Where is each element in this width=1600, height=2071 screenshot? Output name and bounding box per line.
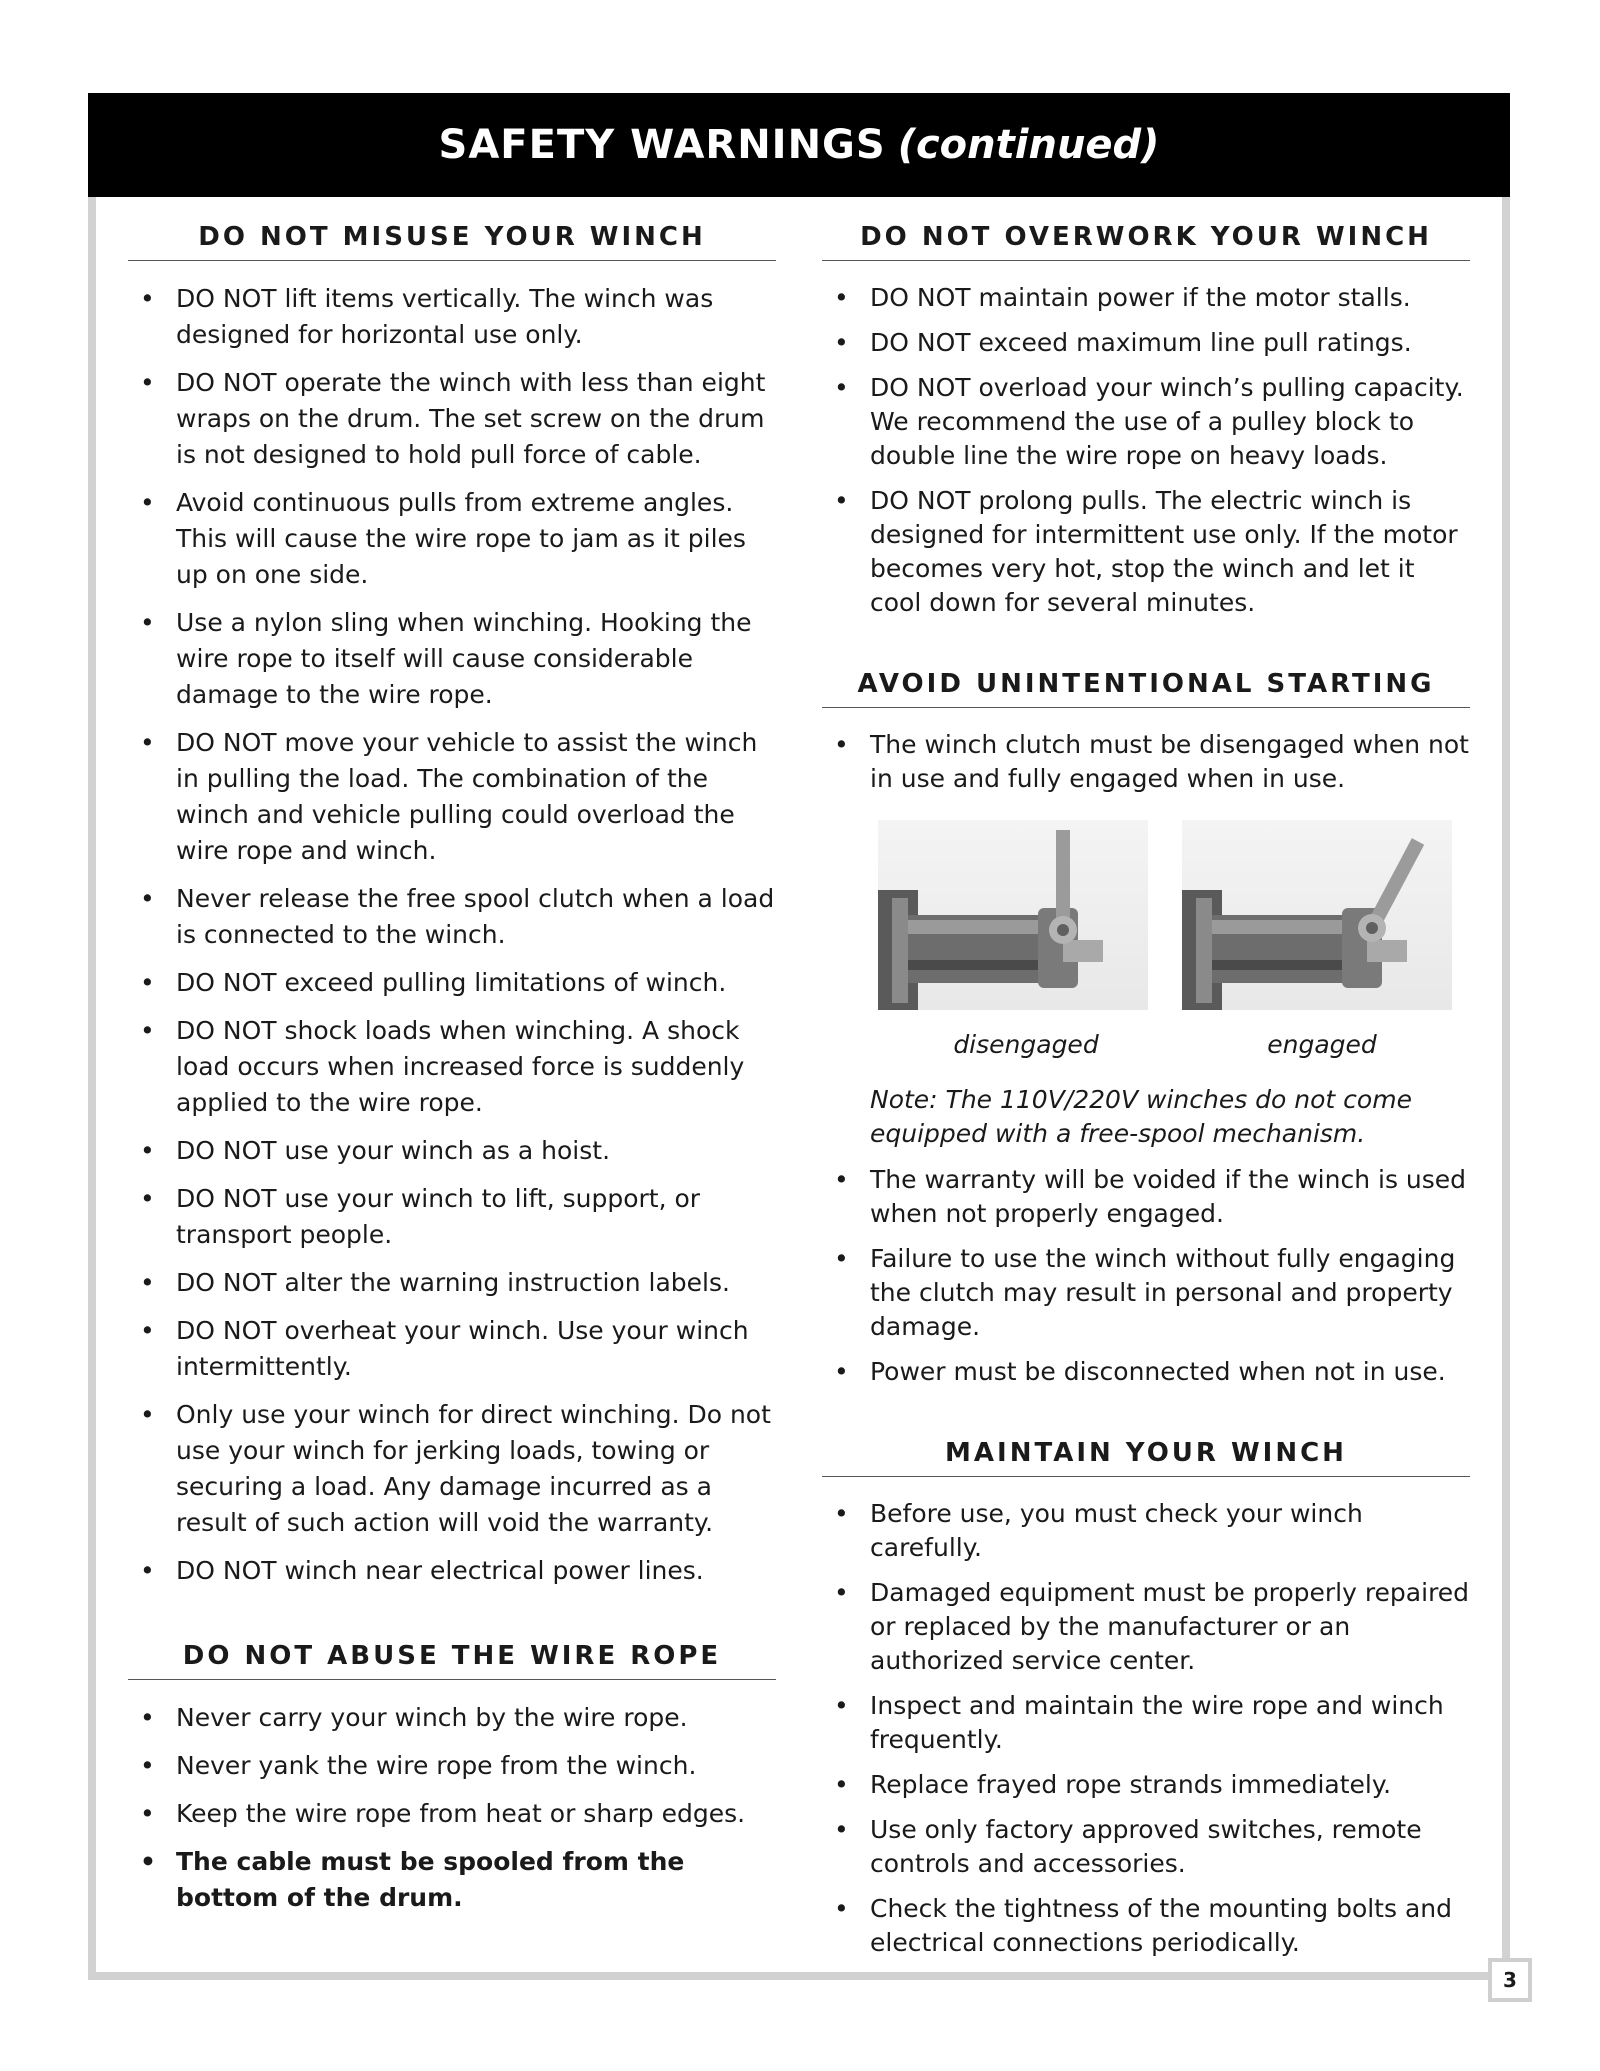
bullet-icon: • [140, 368, 155, 397]
page-banner [88, 93, 1510, 197]
list-item: • Never release the free spool clutch when a load is connected to the winch. [128, 881, 776, 953]
list-item: • DO NOT winch near electrical power lines. [128, 1553, 776, 1589]
banner-subtitle: (continued) [897, 122, 1160, 168]
section-heading-maintain: MAINTAIN YOUR WINCH [822, 1438, 1470, 1477]
list-item-bold: • The cable must be spooled from the bottom of the drum. [128, 1844, 776, 1916]
engaged-photo [1182, 820, 1452, 1010]
disengaged-photo [878, 820, 1148, 1010]
list-item: • Only use your winch for direct winching. Do not use your winch for jerking loads, towing or securing a load. Any damage incurred as a result of such action will void the warranty. [128, 1397, 776, 1541]
list-item: • DO NOT exceed pulling limitations of winch. [128, 965, 776, 1001]
list-item: • Never yank the wire rope from the winch. [128, 1748, 776, 1784]
list-item: • Damaged equipment must be properly repaired or replaced by the manufacturer or an authorized service center. [834, 1578, 1470, 1675]
list-item: • DO NOT lift items vertically. The winch was designed for horizontal use only. [128, 281, 776, 353]
bullet-icon: • [140, 488, 155, 517]
bullet-icon: • [834, 1691, 849, 1720]
page-number: 3 [1488, 1958, 1532, 2002]
bullet-icon: • [834, 1357, 849, 1386]
list-item: • The winch clutch must be disengaged when not in use and fully engaged when in use. [834, 730, 1469, 793]
list-item: • Failure to use the winch without fully engaging the clutch may result in personal and property damage. [834, 1244, 1456, 1341]
list-item: • DO NOT use your winch to lift, support, or transport people. [128, 1181, 776, 1253]
list-item: • DO NOT operate the winch with less than eight wraps on the drum. The set screw on the drum is not designed to hold pull force of cable. [128, 365, 776, 473]
bullet-icon: • [140, 1799, 155, 1828]
list-item: • DO NOT overheat your winch. Use your winch intermittently. [128, 1313, 776, 1385]
list-item: • Inspect and maintain the wire rope and winch frequently. [834, 1691, 1444, 1754]
section-heading-starting: AVOID UNINTENTIONAL STARTING [822, 669, 1470, 708]
list-item: • Before use, you must check your winch carefully. [834, 1499, 1363, 1562]
abuse-list [128, 1700, 776, 1916]
bullet-icon: • [140, 1016, 155, 1045]
list-item: • DO NOT maintain power if the motor stalls. [822, 281, 1470, 315]
bullet-icon: • [834, 283, 849, 312]
bullet-icon: • [140, 728, 155, 757]
caption-disengaged: disengaged [953, 1030, 1099, 1059]
list-item: • Use a nylon sling when winching. Hooking the wire rope to itself will cause considerable damage to the wire rope. [128, 605, 776, 713]
bullet-icon: • [834, 1770, 849, 1799]
list-item: • The warranty will be voided if the winch is used when not properly engaged. [834, 1165, 1467, 1228]
bullet-icon: • [834, 1894, 849, 1923]
list-item: • Replace frayed rope strands immediately. [822, 1768, 1470, 1802]
bullet-icon: • [140, 968, 155, 997]
section-heading-overwork: DO NOT OVERWORK YOUR WINCH [822, 222, 1470, 261]
bullet-icon: • [834, 1244, 849, 1273]
list-item: • DO NOT move your vehicle to assist the winch in pulling the load. The combination of the winch and vehicle pulling could overload the wire rope and winch. [128, 725, 776, 869]
banner-title: SAFETY WARNINGS [438, 122, 886, 168]
list-item: • Never carry your winch by the wire rope. [128, 1700, 776, 1736]
bullet-icon: • [140, 1136, 155, 1165]
list-item: • Check the tightness of the mounting bolts and electrical connections periodically. [834, 1894, 1452, 1957]
right-column [822, 222, 1470, 1971]
bullet-icon: • [140, 1184, 155, 1213]
photo-captions [878, 1030, 1470, 1059]
bullet-icon: • [834, 486, 849, 515]
note-text: Note: The 110V/220V winches do not come equipped with a free-spool mechanism. [870, 1085, 1412, 1148]
bullet-icon: • [140, 884, 155, 913]
bullet-icon: • [140, 1556, 155, 1585]
bullet-icon: • [834, 373, 849, 402]
list-item: • DO NOT use your winch as a hoist. [128, 1133, 776, 1169]
bullet-icon: • [140, 1268, 155, 1297]
section-heading-misuse: DO NOT MISUSE YOUR WINCH [128, 222, 776, 261]
bullet-icon: • [140, 1400, 155, 1429]
section-heading-abuse: DO NOT ABUSE THE WIRE ROPE [128, 1641, 776, 1680]
caption-engaged: engaged [1267, 1030, 1377, 1059]
left-column [128, 222, 776, 1928]
list-item: • DO NOT overload your winch’s pulling capacity. We recommend the use of a pulley block to double line the wire rope on heavy loads. [834, 373, 1464, 470]
overwork-list [822, 281, 1470, 620]
bullet-icon: • [834, 1499, 849, 1528]
starting-list-first [822, 728, 1470, 796]
clutch-photos [878, 820, 1470, 1010]
list-item: • DO NOT prolong pulls. The electric winch is designed for intermittent use only. If the motor becomes very hot, stop the winch and let it cool down for several minutes. [834, 486, 1458, 617]
bullet-icon: • [140, 1316, 155, 1345]
bullet-icon: • [834, 730, 849, 759]
misuse-list [128, 281, 776, 1589]
bullet-icon: • [140, 284, 155, 313]
list-item: • DO NOT exceed maximum line pull ratings. [822, 326, 1470, 360]
bullet-icon: • [140, 608, 155, 637]
list-item: • Avoid continuous pulls from extreme angles. This will cause the wire rope to jam as it piles up on one side. [128, 485, 776, 593]
list-item: • DO NOT shock loads when winching. A shock load occurs when increased force is suddenly applied to the wire rope. [128, 1013, 776, 1121]
list-item: • Use only factory approved switches, remote controls and accessories. [834, 1815, 1422, 1878]
starting-list [822, 1163, 1470, 1389]
bullet-icon: • [834, 1165, 849, 1194]
list-item: • DO NOT alter the warning instruction labels. [128, 1265, 776, 1301]
list-item: • Power must be disconnected when not in use. [822, 1355, 1470, 1389]
bullet-icon: • [834, 1578, 849, 1607]
bullet-icon: • [140, 1847, 156, 1876]
bullet-icon: • [140, 1703, 155, 1732]
bullet-icon: • [834, 328, 849, 357]
bullet-icon: • [834, 1815, 849, 1844]
bullet-icon: • [140, 1751, 155, 1780]
list-item: • Keep the wire rope from heat or sharp edges. [128, 1796, 776, 1832]
maintain-list [822, 1497, 1470, 1960]
